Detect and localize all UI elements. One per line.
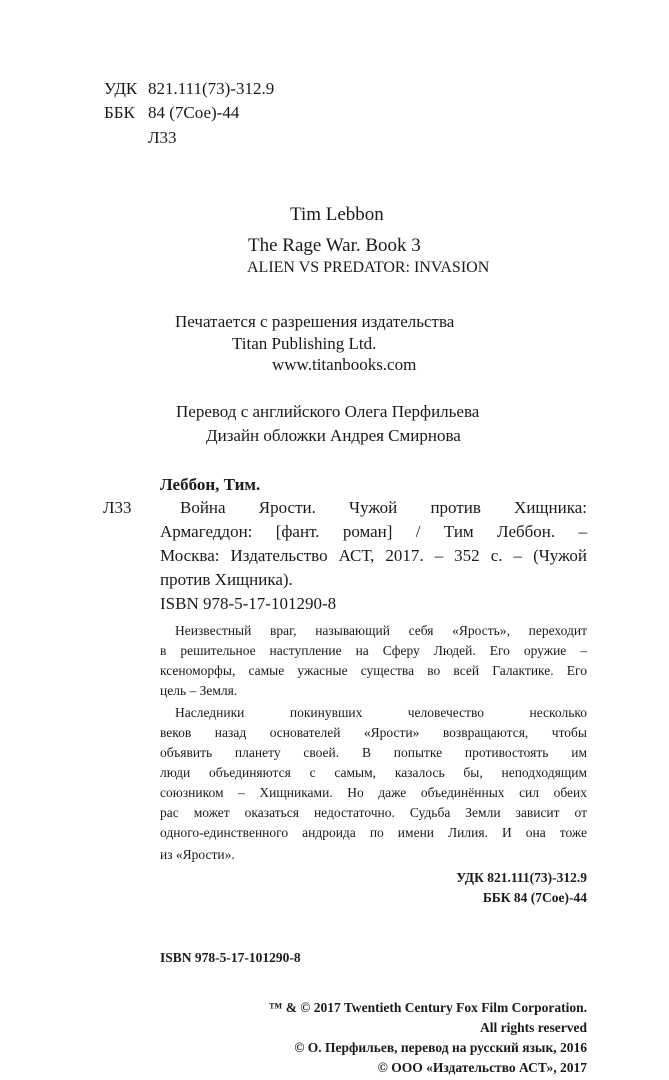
copyright-line: ™ & © 2017 Twentieth Century Fox Film Corporation. (268, 1000, 587, 1015)
classification-udk: УДК 821.111(73)-312.9 (456, 870, 587, 885)
catalog-line: Война Ярости. Чужой против Хищника: (180, 498, 587, 517)
classification-bbk: ББК 84 (7Сое)-44 (482, 890, 587, 905)
translation-credit: Перевод с английского Олега Перфильева (176, 402, 480, 421)
bbk-label: ББК (104, 103, 135, 122)
annotation-line: союзником – Хищниками. Но даже объединённых сил обеих (160, 785, 587, 800)
annotation-line: цель – Земля. (160, 683, 238, 698)
bbk-value: 84 (7Сое)-44 (148, 103, 240, 122)
isbn-bold: ISBN 978-5-17-101290-8 (160, 950, 301, 965)
copyright-line: All rights reserved (480, 1020, 587, 1035)
catalog-author: Леббон, Тим. (160, 475, 261, 494)
annotation-line: ксеноморфы, самые ужасные существа во всей Галактике. Его (160, 663, 587, 678)
author-mark: Л33 (148, 128, 177, 147)
copyright-line: © О. Перфильев, перевод на русский язык, 2016 (294, 1040, 587, 1055)
permission-line-3: www.titanbooks.com (272, 355, 417, 374)
annotation-line: из «Ярости». (160, 847, 235, 862)
catalog-mark: Л33 (103, 498, 132, 517)
udk-value: 821.111(73)-312.9 (148, 79, 275, 98)
annotation-line: объявить планету своей. В попытке противостоять им (160, 745, 587, 760)
permission-line-2: Titan Publishing Ltd. (232, 334, 377, 353)
catalog-line: Москва: Издательство АСТ, 2017. – 352 с. – (Чужой (160, 546, 587, 565)
annotation-line: люди объединяются с самым, казалось бы, неподходящим (160, 765, 587, 780)
series-title: The Rage War. Book 3 (248, 235, 421, 256)
permission-line-1: Печатается с разрешения издательства (175, 312, 455, 331)
annotation-line: одного-единственного андроида по имени Лилия. И она тоже (160, 825, 587, 840)
cover-design-credit: Дизайн обложки Андрея Смирнова (206, 426, 461, 445)
annotation-line: рас может оказаться недостаточно. Судьба Земли зависит от (160, 805, 587, 820)
udk-label: УДК (104, 79, 138, 98)
annotation-line: веков назад основателей «Ярости» возвращаются, чтобы (160, 725, 587, 740)
annotation-line: в решительное наступление на Сферу Людей. Его оружие – (160, 643, 587, 658)
author-name: Tim Lebbon (290, 204, 384, 225)
catalog-line: Армагеддон: [фант. роман] / Тим Леббон. – (160, 522, 587, 541)
catalog-isbn: ISBN 978-5-17-101290-8 (160, 594, 337, 613)
book-title: ALIEN VS PREDATOR: INVASION (247, 259, 490, 276)
annotation-line: Неизвестный враг, называющий себя «Ярость», переходит (175, 623, 587, 638)
catalog-line: против Хищника). (160, 570, 293, 589)
copyright-line: © ООО «Издательство АСТ», 2017 (377, 1060, 587, 1075)
annotation-line: Наследники покинувших человечество несколько (175, 705, 587, 720)
